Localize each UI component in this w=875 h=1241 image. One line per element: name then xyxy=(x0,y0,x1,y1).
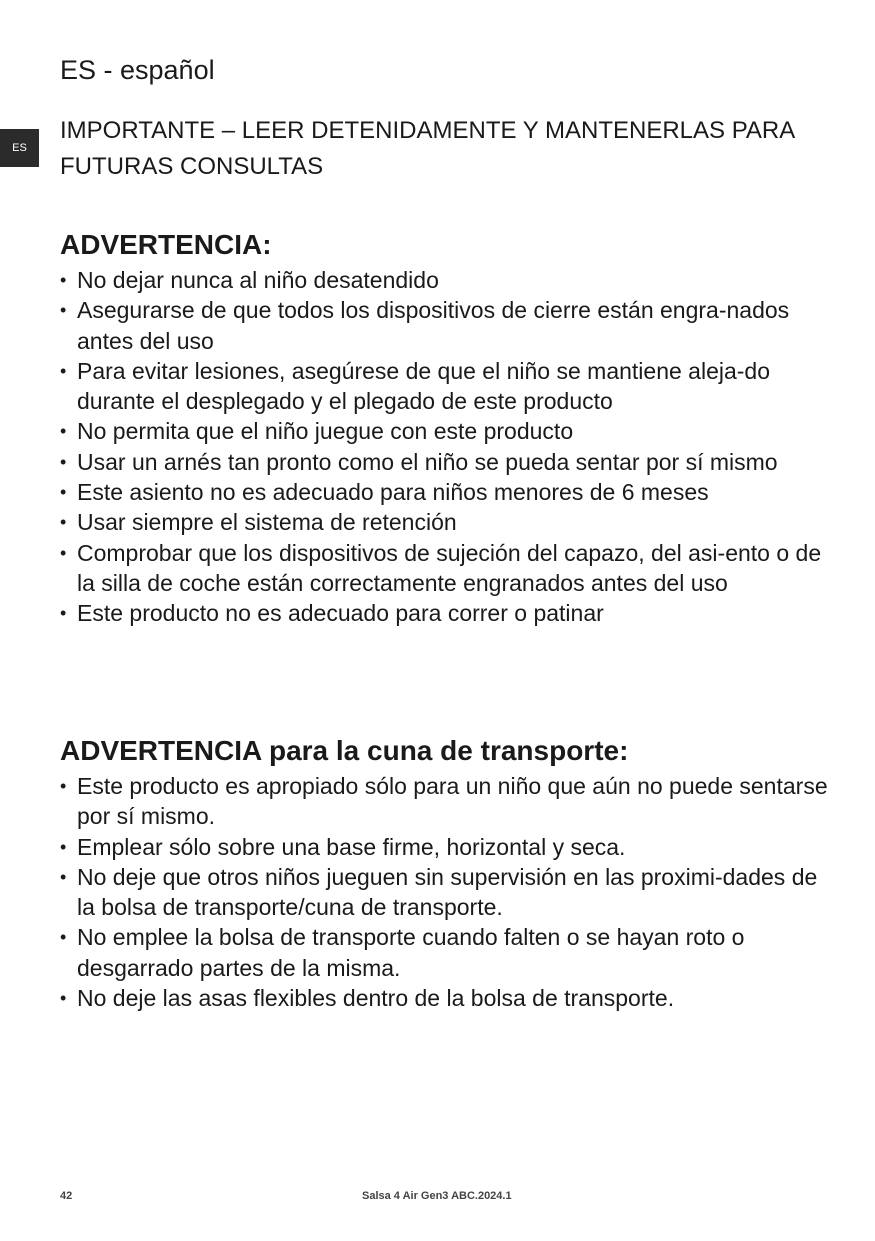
carrycot-warning-item-text: No emplee la bolsa de transporte cuando falten o se hayan roto o desgarrado partes de la misma. xyxy=(77,924,745,981)
bullet-icon: • xyxy=(60,451,67,472)
model-identifier: Salsa 4 Air Gen3 ABC.2024.1 xyxy=(362,1190,512,1202)
warning-section xyxy=(60,225,830,629)
warning-item xyxy=(60,598,830,628)
warning-item-text: Este producto no es adecuado para correr o patinar xyxy=(77,600,604,627)
bullet-icon: • xyxy=(60,542,67,563)
carrycot-warning-item xyxy=(60,983,830,1013)
warning-item xyxy=(60,416,830,446)
important-notice: IMPORTANTE – LEER DETENIDAMENTE Y MANTENERLAS PARA FUTURAS CONSULTAS xyxy=(60,117,794,180)
warning-item xyxy=(60,356,830,417)
warning-title: ADVERTENCIA: xyxy=(60,229,272,260)
warning-item xyxy=(60,295,830,356)
warning-list xyxy=(60,265,830,629)
carrycot-warning-item xyxy=(60,832,830,862)
carrycot-warning-item-text: No deje que otros niños jueguen sin supervisión en las proximi-dades de la bolsa de transporte/cuna de transporte. xyxy=(77,863,818,921)
warning-item xyxy=(60,477,830,507)
bullet-icon: • xyxy=(60,988,67,1009)
warning-item-text: Comprobar que los dispositivos de sujeción del capazo, del asi-ento o de la silla de coche están correctamente engranados antes del uso xyxy=(77,539,822,596)
warning-item-text: Asegurarse de que todos los dispositivos de cierre están engra-nados antes del uso xyxy=(77,297,790,354)
warning-item xyxy=(60,265,830,295)
warning-item-text: No permita que el niño juegue con este producto xyxy=(77,418,574,445)
bullet-icon: • xyxy=(60,603,67,624)
language-heading: ES - español xyxy=(60,55,215,85)
carrycot-warning-list xyxy=(60,771,830,1013)
warning-item xyxy=(60,507,830,537)
warning-item-text: Usar un arnés tan pronto como el niño se pueda sentar por sí mismo xyxy=(77,448,778,475)
bullet-icon: • xyxy=(60,866,67,887)
carrycot-warning-item-text: Emplear sólo sobre una base firme, horizontal y seca. xyxy=(77,833,626,860)
bullet-icon: • xyxy=(60,360,67,381)
warning-item-text: Para evitar lesiones, asegúrese de que el niño se mantiene aleja-do durante el desplegado y el plegado de este producto xyxy=(77,357,770,415)
carrycot-warning-item xyxy=(60,922,830,983)
warning-item-text: No dejar nunca al niño desatendido xyxy=(77,267,439,293)
bullet-icon: • xyxy=(60,512,67,533)
carrycot-warning-title: ADVERTENCIA para la cuna de transporte: xyxy=(60,735,629,766)
bullet-icon: • xyxy=(60,300,67,321)
warning-item xyxy=(60,538,830,599)
bullet-icon: • xyxy=(60,482,67,503)
bullet-icon: • xyxy=(60,776,67,796)
page-number: 42 xyxy=(60,1190,73,1202)
bullet-icon: • xyxy=(60,927,67,948)
bullet-icon: • xyxy=(60,421,67,442)
carrycot-warning-item xyxy=(60,771,830,832)
warning-item xyxy=(60,447,830,477)
carrycot-warning-section xyxy=(60,731,830,1013)
carrycot-warning-item-text: Este producto es apropiado sólo para un niño que aún no puede sentarse por sí mismo. xyxy=(77,773,828,830)
bullet-icon: • xyxy=(60,836,67,857)
language-tab: ES xyxy=(0,129,39,167)
carrycot-warning-item xyxy=(60,862,830,923)
warning-item-text: Este asiento no es adecuado para niños menores de 6 meses xyxy=(77,479,709,506)
warning-item-text: Usar siempre el sistema de retención xyxy=(77,509,457,536)
carrycot-warning-item-text: No deje las asas flexibles dentro de la bolsa de transporte. xyxy=(77,985,675,1012)
bullet-icon: • xyxy=(60,270,67,290)
